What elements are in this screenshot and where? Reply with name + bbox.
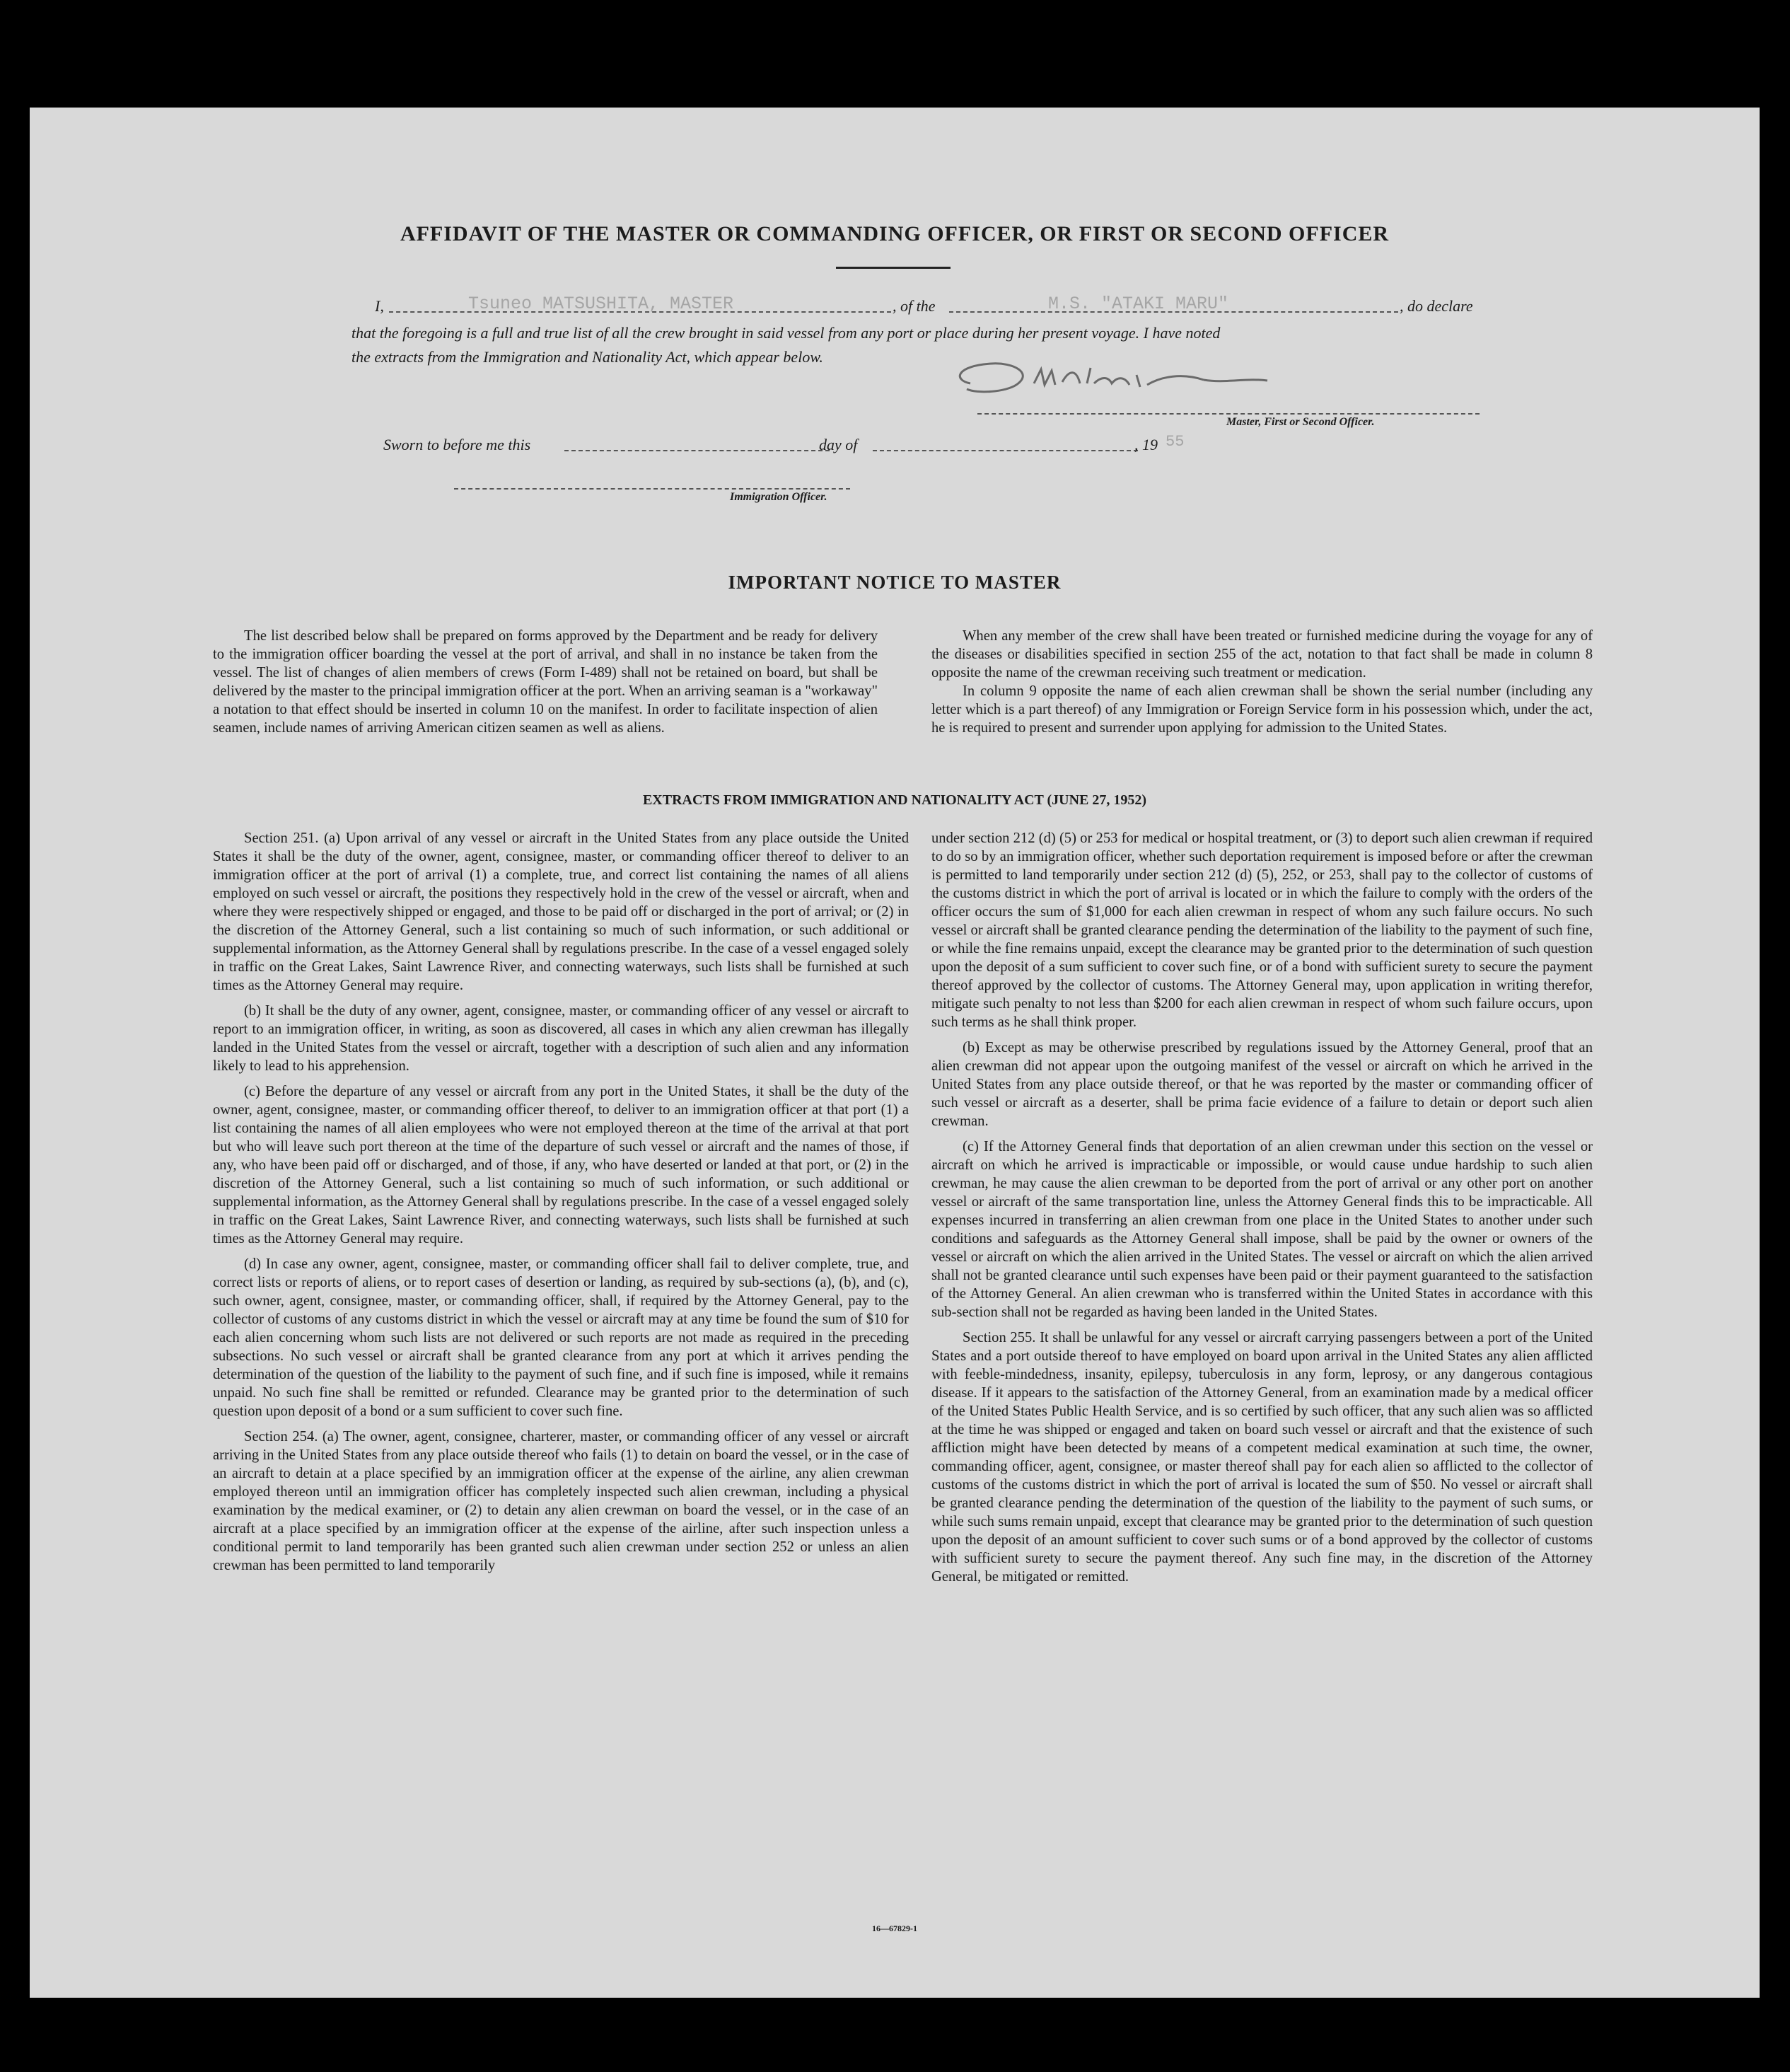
notice-right-paragraph-2: In column 9 opposite the name of each alien crewman shall be shown the serial number (including any letter which is a part thereof) of any Immigration or Foreign Service form in his possession which, under the act, he is required to present and surrender upon applying for admission to the United States. bbox=[931, 683, 1593, 736]
immigration-officer-line bbox=[454, 488, 850, 490]
signature-line bbox=[977, 413, 1480, 415]
sworn-month-line bbox=[873, 450, 1138, 451]
section-251-d: (d) In case any owner, agent, consignee, master, or commanding officer shall fail to deliver complete, true, and correct lists or reports of aliens, or to report cases of desertion or landing, as required by sub-sections (a), (b), and (c), such owner, agent, consignee, master, or commanding officer, shall, if required by the Attorney General, pay to the collector of customs of any customs district in which the vessel or aircraft may at any time be found the sum of $10 for each alien concerning whom such lists are not delivered or such reports are not made as required in the preceding subsections. No such vessel or aircraft shall be granted clearance from any port at which it arrives pending the determination of the question of the liability to the payment of such fine, and if such fine is imposed, while it remains unpaid. No such fine shall be remitted or refunded. Clearance may be granted prior to the determination of such question upon deposit of a bond or a sum sufficient to cover such fine. bbox=[213, 1256, 909, 1419]
title-rule bbox=[836, 267, 951, 269]
section-254-a: Section 254. (a) The owner, agent, consignee, charterer, master, or commanding officer of any vessel or aircraft arriving in the United States from any place outside thereof who fails (1) to detain on board the vessel, or in the case of an aircraft to detain at a place specified by an immigration officer at the expense of the airline, any alien crewman employed thereon until an immigration officer has completely inspected such alien crewman, including a physical examination by the medical examiner, or (2) to detain any alien crewman on board the vessel, or in the case of an aircraft at a place specified by an immigration officer at the expense of the airline, after such inspection unless a conditional permit to land temporarily has been granted such alien crewman under section 252 or unless an alien crewman has been permitted to land temporarily bbox=[213, 1429, 909, 1573]
notice-right-paragraph-1: When any member of the crew shall have been treated or furnished medicine during the voyage for any of the diseases or disabilities specified in section 255 of the act, notation to that fact shall be made in column 8 opposite the name of the crewman receiving such treatment or medication. bbox=[931, 628, 1593, 681]
year-label: , 19 bbox=[1134, 436, 1158, 453]
extracts-left-column bbox=[213, 829, 909, 1575]
affidavit-title: AFFIDAVIT OF THE MASTER OR COMMANDING OFFICER, OR FIRST OR SECOND OFFICER bbox=[400, 222, 1390, 245]
section-255: Section 255. It shall be unlawful for any vessel or aircraft carrying passengers between a port of the United States and a port outside thereof to have employed on board upon arrival in the United States any alien afflicted with feeble-mindedness, insanity, epilepsy, tuberculosis in any form, leprosy, or any dangerous contagious disease. If it appears to the satisfaction of the Attorney General, from an examination made by a medical officer of the United States Public Health Service, and is so certified by such officer, that any such alien was so afflicted at the time he was shipped or engaged and taken on board such vessel or aircraft and that the existence of such affliction might have been detected by means of a competent medical examination at such time, the owner, commanding officer, agent, consignee, or master thereof shall pay for each alien so afflicted to the collector of customs of the customs district in which the port of arrival is located the sum of $50. No vessel or aircraft shall be granted clearance pending the determination of the question of the liability to the payment of such sums, or while such sums remain unpaid, except that clearance may be granted prior to the determination of such question upon the deposit of an amount sufficient to cover such sums or of a bond approved by the collector of customs with sufficient surety to secure the payment thereof. Any such fine may, in the discretion of the Attorney General, be mitigated or remitted. bbox=[931, 1330, 1593, 1585]
immigration-officer-caption: Immigration Officer. bbox=[730, 491, 827, 503]
declaration-line-1: that the foregoing is a full and true list of all the crew brought in said vessel from any port or place during her present voyage. I have noted bbox=[351, 324, 1221, 342]
master-signature bbox=[949, 355, 1430, 405]
year-field: 55 bbox=[1166, 433, 1185, 451]
document-page bbox=[30, 108, 1760, 1998]
notice-heading: IMPORTANT NOTICE TO MASTER bbox=[728, 572, 1062, 593]
sworn-label: Sworn to before me this bbox=[383, 436, 531, 453]
master-name-field: Tsuneo MATSUSHITA, MASTER bbox=[468, 294, 734, 314]
section-251-b: (b) It shall be the duty of any owner, agent, consignee, master, or commanding officer of any vessel or aircraft to report to an immigration officer, in writing, as soon as discovered, all cases in which any alien crewman has illegally landed in the United States from the vessel or aircraft, together with a description of such alien and any information likely to lead to his apprehension. bbox=[213, 1003, 909, 1074]
sworn-day-line bbox=[564, 450, 830, 451]
notice-left-paragraph: The list described below shall be prepared on forms approved by the Department and be ready for delivery to the immigration officer boarding the vessel at the port of arrival, and shall in no instance be taken from the vessel. The list of changes of alien members of crews (Form I-489) shall not be retained on board, but shall be delivered by the master to the principal immigration officer at the port. When an arriving seaman is a "workaway" a notation to that effect should be inserted in column 10 on the manifest. In order to facilitate inspection of alien seamen, include names of arriving American citizen seamen as well as aliens. bbox=[213, 628, 878, 736]
extracts-right-column bbox=[931, 829, 1593, 1586]
notice-right-column bbox=[931, 627, 1593, 737]
form-code: 16—67829-1 bbox=[872, 1923, 917, 1933]
day-of-label: day of bbox=[819, 436, 858, 453]
section-251-c: (c) Before the departure of any vessel or aircraft from any port in the United States, it shall be the duty of the owner, agent, consignee, master, or commanding officer thereof, to deliver to an immigration officer at that port (1) a list containing the names of all alien employees who were not employed thereon at the time of the arrival at that port but who will leave such port thereon at the time of the departure of such vessel or aircraft and the names of those, if any, who have been paid off or discharged, and of those, if any, who have deserted or landed at that port, or (2) in the discretion of the Attorney General, such a list containing so much of such information, or such additional or supplemental information, as the Attorney General shall by regulations prescribe. In the case of a vessel engaged solely in traffic on the Great Lakes, Saint Lawrence River, and connecting waterways, such lists shall be furnished at such times as the Attorney General may require. bbox=[213, 1084, 909, 1246]
of-the-label: , of the bbox=[893, 297, 936, 315]
do-declare-label: , do declare bbox=[1400, 297, 1473, 315]
section-251-a: Section 251. (a) Upon arrival of any vessel or aircraft in the United States from any place outside the United States it shall be the duty of the owner, agent, consignee, master, or commanding officer thereof to deliver to an immigration officer at the port of arrival (1) a complete, true, and correct list containing the names of all aliens employed on such vessel or aircraft, the positions they respectively hold in the crew of the vessel or aircraft, when and where they were respectively shipped or engaged, and those to be paid off or discharged in the port of arrival; or (2) in the discretion of the Attorney General, such a list containing so much of such information, or such additional or supplemental information, as the Attorney General shall by regulations prescribe. In the case of a vessel engaged solely in traffic on the Great Lakes, Saint Lawrence River, and connecting waterways, such lists shall be furnished at such times as the Attorney General may require. bbox=[213, 830, 909, 993]
section-254-a-continued: under section 212 (d) (5) or 253 for medical or hospital treatment, or (3) to deport such alien crewman if required to do so by an immigration officer, whether such deportation requirement is imposed before or after the crewman is permitted to land temporarily under section 212 (d) (5), 252, or 253, shall pay to the collector of customs of the customs district in which the port of arrival is located or in which the failure to comply with the orders of the officer occurs the sum of $1,000 for each alien crewman in respect of whom any such failure occurs. No such vessel or aircraft shall be granted clearance pending the determination of the liability to the payment of such fine, or while the fine remains unpaid, except the clearance may be granted prior to the determination of such question upon the deposit of a sum sufficient to cover such fine, or of a bond with sufficient surety to secure the payment thereof approved by the collector of customs. The Attorney General may, upon application in writing therefor, mitigate such penalty to not less than $200 for each alien crewman in respect of whom such failure occurs, upon such terms as he shall think proper. bbox=[931, 830, 1593, 1030]
extracts-heading: EXTRACTS FROM IMMIGRATION AND NATIONALITY ACT (JUNE 27, 1952) bbox=[642, 792, 1147, 808]
vessel-name-field: M.S. "ATAKI MARU" bbox=[1048, 294, 1229, 314]
declaration-line-2: the extracts from the Immigration and Nationality Act, which appear below. bbox=[351, 348, 823, 366]
i-label: I, bbox=[375, 297, 384, 315]
section-254-c: (c) If the Attorney General finds that deportation of an alien crewman under this section on the vessel or aircraft on which he arrived is impracticable or impossible, or would cause undue hardship to such alien crewman, he may cause the alien crewman to be deported from the port of arrival or any other port on another vessel or aircraft of the same transportation line, unless the Attorney General finds this to be impracticable. All expenses incurred in transferring an alien crewman from one place in the United States to another under such conditions and safeguards as the Attorney General shall impose, shall be paid by the owner or owners of the vessel or aircraft on which the alien arrived in the United States. The vessel or aircraft on which the alien arrived shall not be granted clearance until such expenses have been paid or their payment guaranteed to the satisfaction of the Attorney General. An alien crewman who is transferred within the United States in accordance with this sub-section shall not be regarded as having been landed in the United States. bbox=[931, 1139, 1593, 1320]
section-254-b: (b) Except as may be otherwise prescribed by regulations issued by the Attorney General, proof that an alien crewman did not appear upon the outgoing manifest of the vessel or aircraft on which he arrived in the United States from any place outside thereof, or that he was reported by the master or commanding officer of such vessel or aircraft as a deserter, shall be prima facie evidence of a failure to detain or deport such alien crewman. bbox=[931, 1040, 1593, 1129]
notice-left-column bbox=[213, 627, 878, 737]
signature-caption: Master, First or Second Officer. bbox=[1226, 416, 1375, 428]
